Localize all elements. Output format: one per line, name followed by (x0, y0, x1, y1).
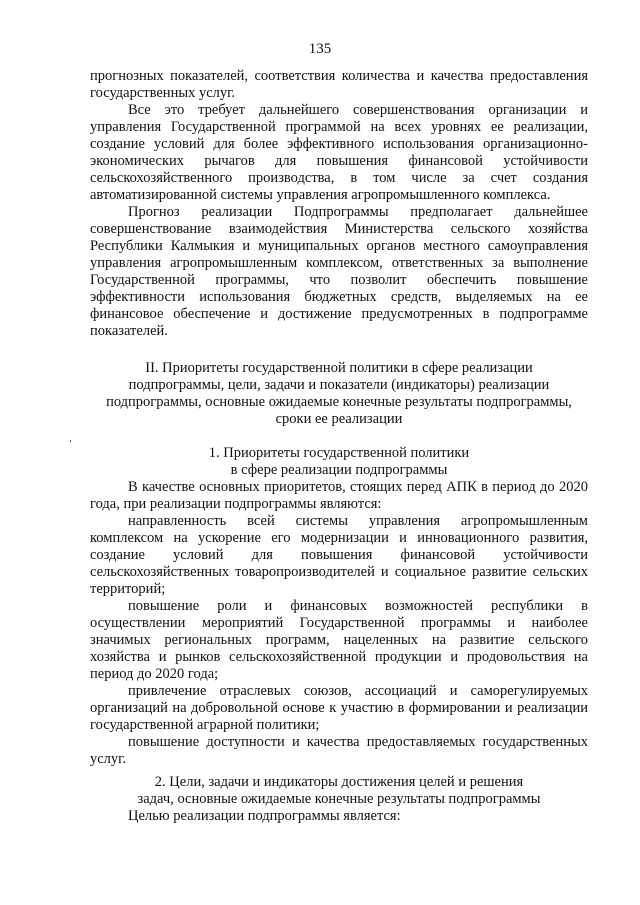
section-heading-line: II. Приоритеты государственной политики в сфере реализации (145, 360, 533, 376)
section-heading-line: сроки ее реализации (275, 411, 403, 427)
list-paragraph: направленность всей системы управления агропромышленным комплексом на ускорение его модернизации и инновационного развития, создание условий для повышения финансовой устойчивости сельскохозяйственных товаропроизводителей и социальное развитие сельских территорий; (90, 513, 588, 597)
list-paragraph: повышение роли и финансовых возможностей республики в осуществлении мероприятий Государственной программы и наиболее значимых региональных программ, нацеленных на развитие сельского хозяйства и рынков сельскохозяйственной продукции и продовольствия на период до 2020 года; (90, 598, 588, 682)
list-paragraph: повышение доступности и качества предоставляемых государственных услуг. (90, 734, 588, 767)
subsection-heading-line: 2. Цели, задачи и индикаторы достижения целей и решения (154, 774, 524, 790)
subsection-heading-line: задач, основные ожидаемые конечные результаты подпрограммы (137, 791, 541, 807)
subsection-heading-1 (90, 445, 588, 479)
section-heading (90, 360, 588, 428)
list-paragraph: привлечение отраслевых союзов, ассоциаций и саморегулируемых организаций на добровольной основе к участию в формировании и реализации государственной аграрной политики; (90, 683, 588, 733)
subsection-heading-line: в сфере реализации подпрограммы (230, 462, 448, 478)
spacer (90, 428, 588, 445)
page-content (90, 68, 588, 825)
paragraph: Все это требует дальнейшего совершенствования организации и управления Государственной программой на всех уровнях ее реализации, создание условий для более эффективного использования организационно-экономических рычагов для повышения финансовой устойчивости сельскохозяйственного производства, в том числе за счет создания автоматизированной системы управления агропромышленного комплекса. (90, 102, 588, 203)
page-number: 135 (308, 41, 332, 57)
paragraph: В качестве основных приоритетов, стоящих перед АПК в период до 2020 года, при реализации подпрограммы являются: (90, 479, 588, 512)
paragraph: Прогноз реализации Подпрограммы предполагает дальнейшее совершенствование взаимодействия Министерства сельского хозяйства Республики Калмыкия и муниципальных органов местного самоуправления управления агропромышленным комплексом, ответственных за выполнение Государственной программы, что позволит обеспечить повышение эффективности использования бюджетных средств, выделяемых на ее финансовое обеспечение и достижение предусмотренных в подпрограмме показателей. (90, 204, 588, 339)
subsection-heading-line: 1. Приоритеты государственной политики (208, 445, 470, 461)
section-heading-line: подпрограммы, цели, задачи и показатели (индикаторы) реализации (128, 377, 550, 393)
section-heading-line: подпрограммы, основные ожидаемые конечные результаты подпрограммы, (106, 394, 572, 410)
paragraph: прогнозных показателей, соответствия количества и качества предоставления государственных услуг. (90, 68, 588, 101)
subsection-heading-2 (90, 774, 588, 808)
scan-mark (70, 440, 71, 442)
spacer (90, 340, 588, 360)
paragraph: Целью реализации подпрограммы является: (128, 808, 401, 824)
